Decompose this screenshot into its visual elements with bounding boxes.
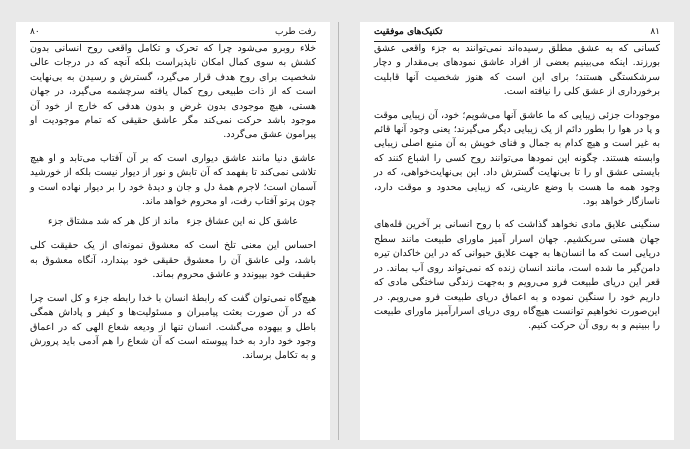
verse-hemistich-second: ماند از کل هر که شد مشتاق جزء xyxy=(48,216,179,228)
right-page-header xyxy=(374,25,660,42)
right-page xyxy=(360,22,674,440)
paragraph: خلاء روبرو می‌شود چرا که تحرک و تکامل واقعی روح انسانی بدون کشش به سوی کمال امکان ناپذیراست بلکه آنچه که در درجات عالی شخصیت برای روح هدف قرار می‌گیرد، گسترش و رسیدن به بی‌نهایت است که از ذات طبیعی روح کمال یافته سرچشمه می‌گیرد، در جهان هستی، هیچ موجودی بدون غرض و بدون هدفی که خارج از خود آن موجود باشد حرکت نمی‌کند مگر عاشق حقیقی که تمام موجودیت او پیرامون عشق می‌گردد. xyxy=(30,43,316,141)
running-title: تکنیک‌های موفقیت xyxy=(374,27,443,37)
left-page-header xyxy=(30,25,316,42)
paragraph: عاشق دنیا مانند عاشق دیواری است که بر آن آفتاب می‌تابد و او هیچ تلاشی نمی‌کند تا بفهمد که آن تابش و نور از دیوار نیست بلکه از خورشید آسمان است؛ لاجرم همهٔ دل و جان و دیدهٔ خود را بر دیوار نهاده است و چون پرتو آفتاب رفت، او محروم خواهد ماند. xyxy=(30,152,316,208)
book-gutter xyxy=(338,22,339,440)
page-number: ۸۰ xyxy=(30,27,40,37)
paragraph: سنگینی علایق مادی نخواهد گذاشت که با روح انسانی بر آخرین قله‌های جهان هستی سربکشیم. جهان اسرار آمیز ماورای طبیعت مانند سطح دریایی است که ما انسان‌ها به جهت علایق حیوانی که در این خاکدان تیره دامن‌گیر ما شده است، مانند انسان زنده که نمی‌تواند روی آب بماند. در قعر این دریای طبیعت فرو می‌رویم و به‌جهت زندگی ساختگی مادی که داریم خود را سنگین نموده و به اعماق دریای طبیعت فرو می‌رویم. در این‌صورت نخواهیم توانست هیچ‌گاه روی دریای اسرارآمیز ماورای طبیعت را ببینیم و به روی آن حرکت کنیم. xyxy=(374,219,660,332)
paragraph: موجودات جزئی زیبایی که ما عاشق آنها می‌شویم؛ خود، آن زیبایی موقت و پا در هوا را بطور دائم از یک زیبایی دیگر می‌گیرند؛ یعنی وجود آنها قائم به غیر است و هیچ کدام به جمال و فنای خویش به آن منبع اصلی زیبایی وابسته هستند. چگونه این نمودها می‌توانند روح کسی را اشباع کنند که بایستی عشق او را تا بی‌نهایت گسترش داد. این بی‌نهایت‌خواهی، که در وجود همه ما هست با وضع عارینی، که زیبایی محدود و موقت دارد، ناسازگار خواهد بود. xyxy=(374,109,660,208)
running-title: رفت طرب xyxy=(275,27,316,37)
paragraph: احساس این معنی تلخ است که معشوق نمونه‌ای از یک حقیقت کلی باشد، ولی عاشق آن را معشوق حقیقی خود بپندارد، آنگاه معشوق به حقیقت خود بپیوندد و عاشق محروم بماند. xyxy=(30,240,316,281)
left-page-body xyxy=(30,42,316,373)
verse-couplet xyxy=(48,215,298,229)
page-number: ۸۱ xyxy=(650,27,660,37)
paragraph: هیچ‌گاه نمی‌توان گفت که رابطهٔ انسان با خدا رابطه جزء و کل است چرا که در آن صورت بعثت پیامبران و مسئولیت‌ها و کیفر و پاداش همگی باطل و بیهوده می‌گشت. انسان تنها از ودیعه شعاع الهی که در اعماق وجود خود دارد به خدا پیوسته است که آن شعاع را هم آدمی باید پرورش و به تکامل برساند. xyxy=(30,292,316,362)
paragraph: کسانی که به عشق مطلق رسیده‌اند نمی‌توانند به جزء واقعی عشق بورزند. اینکه می‌بینیم بعضی از افراد عاشق نمودهای بی‌مقدار و دچار سرشکستگی هستند؛ برای این است که هنوز شخصیت آنها قابلیت برخورداری از عشق کلی را نیافته است. xyxy=(374,43,660,98)
right-page-body xyxy=(374,42,660,343)
verse-hemistich-first: عاشق کل نه این عشاق جزء xyxy=(186,216,298,228)
left-page xyxy=(16,22,330,440)
